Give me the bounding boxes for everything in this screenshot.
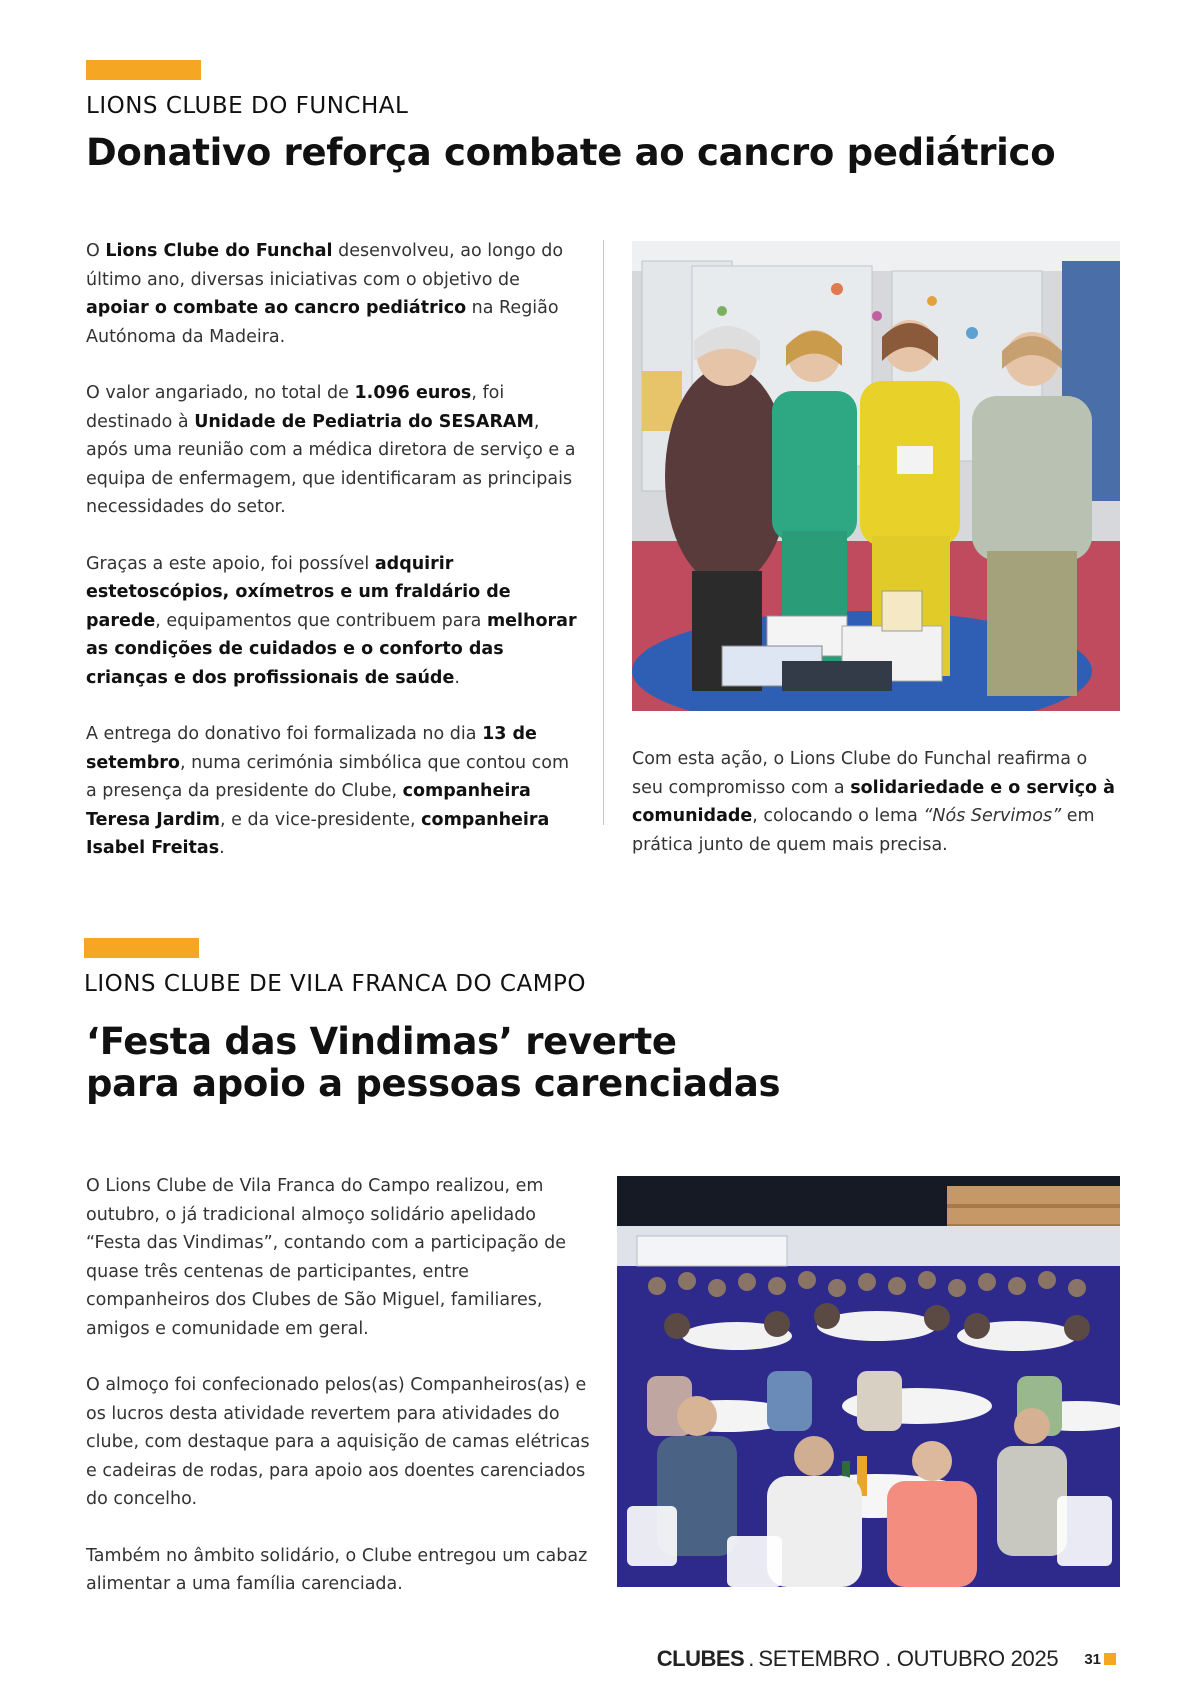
text-run: , e da vice-presidente,	[220, 809, 422, 830]
footer-separator: .	[748, 1646, 755, 1671]
footer-brand: CLUBES	[656, 1646, 745, 1671]
emphasis-text: apoiar o combate ao cancro pediátrico	[86, 298, 467, 318]
article-photo	[632, 241, 1120, 711]
body-paragraph	[86, 237, 581, 351]
text-run: O almoço foi confecionado pelos(as) Companheiros(as) e os lucros desta atividade revertem para atividades do clube, com destaque para a aquisição de camas elétricas e cadeiras de rodas, para apoio aos doentes carenciados do concelho.	[86, 1375, 590, 1509]
emphasis-text: Unidade de Pediatria do SESARAM	[194, 411, 534, 432]
italic-text: “Nós Servimos”	[923, 806, 1062, 826]
text-run: desenvolveu, ao longo do último ano, diversas iniciativas com o objetivo de	[86, 241, 564, 290]
emphasis-text: melhorar as condições de cuidados e o conforto das crianças e dos profissionais de saúde	[86, 610, 577, 688]
article-closing-paragraph	[632, 745, 1122, 887]
article-kicker: LIONS CLUBE DE VILA FRANCA DO CAMPO	[84, 971, 587, 997]
body-paragraph	[632, 745, 1122, 859]
emphasis-text: 13 de setembro	[86, 724, 537, 773]
footer-accent-square	[1104, 1653, 1116, 1665]
article-headline	[86, 1021, 780, 1105]
emphasis-text: companheira Teresa Jardim	[86, 781, 531, 830]
page-footer	[657, 1646, 1116, 1672]
footer-issue-date: SETEMBRO . OUTUBRO 2025	[758, 1646, 1059, 1671]
text-run: O Lions Clube de Vila Franca do Campo realizou, em outubro, o já tradicional almoço solidário apelidado “Festa das Vindimas”, contando com a participação de quase três centenas de participantes, entre companheiros dos Clubes de São Miguel, familiares, amigos e comunidade em geral.	[86, 1176, 567, 1339]
text-run: , foi destinado à	[86, 383, 505, 432]
section-accent-bar	[86, 60, 201, 80]
text-run: em prática junto de quem mais precisa.	[632, 806, 1095, 855]
article-kicker: LIONS CLUBE DO FUNCHAL	[86, 93, 409, 119]
section-accent-bar	[84, 938, 199, 958]
text-run: Com esta ação, o Lions Clube do Funchal reafirma o seu compromisso com a	[632, 749, 1088, 798]
column-divider	[603, 240, 604, 825]
body-paragraph	[86, 379, 581, 522]
body-paragraph	[86, 1172, 591, 1343]
text-run: .	[219, 838, 225, 858]
article-body	[86, 1172, 591, 1627]
body-paragraph	[86, 550, 581, 693]
text-run: O	[86, 241, 106, 261]
text-run: , equipamentos que contribuem para	[155, 610, 487, 631]
text-run: Também no âmbito solidário, o Clube entregou um cabaz alimentar a uma família carenciada.	[86, 1545, 588, 1594]
text-run: , colocando o lema	[752, 806, 924, 826]
headline-line: ‘Festa das Vindimas’ reverte	[86, 1020, 677, 1063]
text-run: .	[454, 667, 460, 688]
text-run: O valor angariado, no total de	[86, 383, 355, 403]
emphasis-text: solidariedade e o serviço à comunidade	[632, 777, 1115, 826]
text-run: Graças a este apoio, foi possível	[86, 553, 375, 574]
emphasis-text: adquirir estetoscópios, oxímetros e um fraldário de parede	[86, 553, 511, 631]
emphasis-text: Lions Clube do Funchal	[105, 241, 333, 261]
emphasis-text: 1.096 euros	[354, 383, 472, 403]
headline-line: para apoio a pessoas carenciadas	[86, 1062, 781, 1105]
text-run: , após uma reunião com a médica diretora de serviço e a equipa de enfermagem, que identificaram as principais necessidades do setor.	[86, 411, 576, 517]
body-paragraph	[86, 1371, 591, 1514]
emphasis-text: companheira Isabel Freitas	[86, 809, 550, 858]
body-paragraph	[86, 1542, 591, 1599]
text-run: na Região Autónoma da Madeira.	[86, 298, 559, 347]
text-run: , numa cerimónia simbólica que contou com a presença da presidente do Clube,	[86, 752, 570, 801]
text-run: A entrega do donativo foi formalizada no dia	[86, 724, 483, 744]
body-paragraph	[86, 720, 581, 863]
page-number: 31	[1084, 1650, 1101, 1668]
article-headline: Donativo reforça combate ao cancro pediátrico	[86, 131, 1056, 174]
article-body	[86, 237, 581, 891]
article-photo	[617, 1176, 1120, 1587]
